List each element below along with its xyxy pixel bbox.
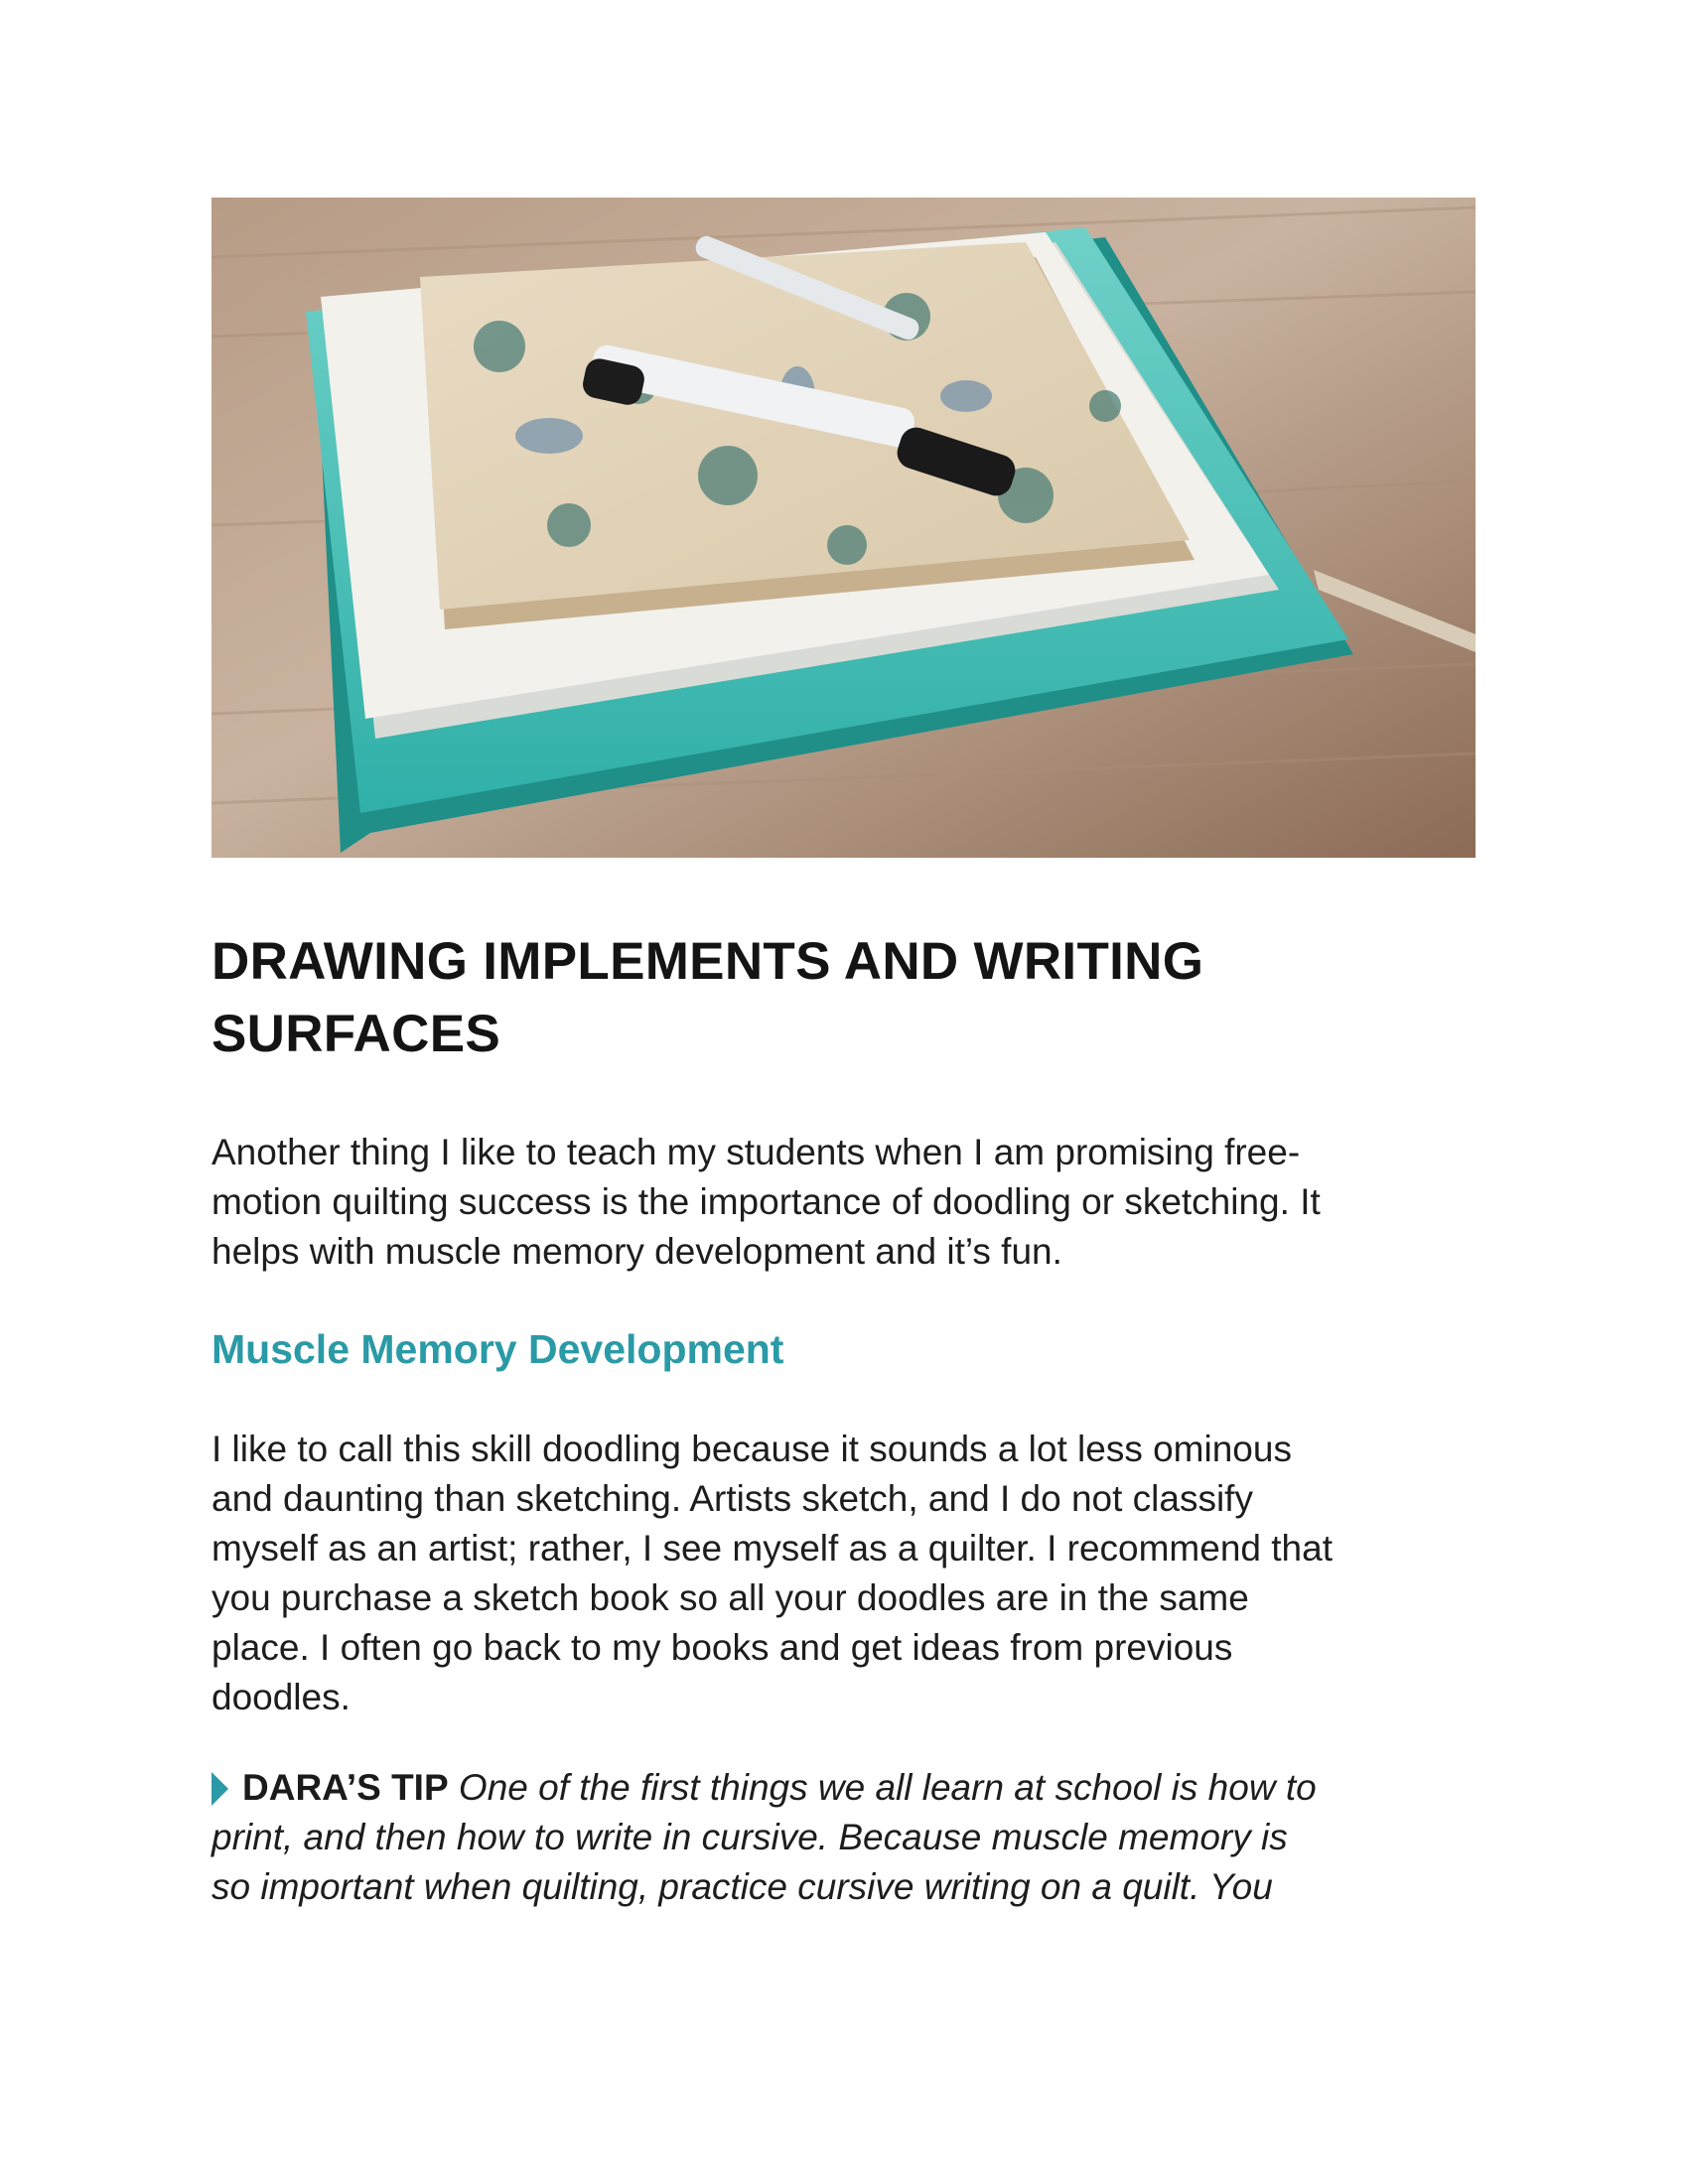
paragraph-line: Another thing I like to teach my students when I am promising free- — [211, 1132, 1301, 1172]
tip-callout — [211, 1763, 1502, 1912]
tip-text: One of the first things we all learn at school is how to — [448, 1767, 1317, 1808]
paragraph-line: you purchase a sketch book so all your doodles are in the same — [211, 1577, 1249, 1618]
section-paragraph — [211, 1425, 1492, 1722]
tip-arrow-icon — [211, 1772, 228, 1806]
paragraph-line: I like to call this skill doodling because it sounds a lot less ominous — [211, 1429, 1292, 1469]
section-heading: Muscle Memory Development — [211, 1326, 784, 1372]
sketchbooks-photo — [211, 198, 1476, 858]
paragraph-line: motion quilting success is the importance of doodling or sketching. It — [211, 1181, 1321, 1222]
tip-text: so important when quilting, practice cursive writing on a quilt. You — [211, 1866, 1273, 1907]
paragraph-line: doodles. — [211, 1677, 351, 1717]
paragraph-line: myself as an artist; rather, I see myself as a quilter. I recommend that — [211, 1528, 1333, 1569]
intro-paragraph — [211, 1128, 1492, 1277]
tip-text: print, and then how to write in cursive. Because muscle memory is — [211, 1817, 1288, 1857]
tip-first-line — [211, 1763, 1502, 1813]
heading-line: DRAWING IMPLEMENTS AND WRITING — [211, 932, 1204, 991]
page-heading — [211, 925, 1482, 1070]
tip-label: DARA’S TIP — [242, 1767, 449, 1808]
heading-line: SURFACES — [211, 1005, 501, 1063]
paragraph-line: helps with muscle memory development and it’s fun. — [211, 1231, 1062, 1272]
paragraph-line: and daunting than sketching. Artists sketch, and I do not classify — [211, 1478, 1253, 1519]
paragraph-line: place. I often go back to my books and get ideas from previous — [211, 1627, 1233, 1668]
